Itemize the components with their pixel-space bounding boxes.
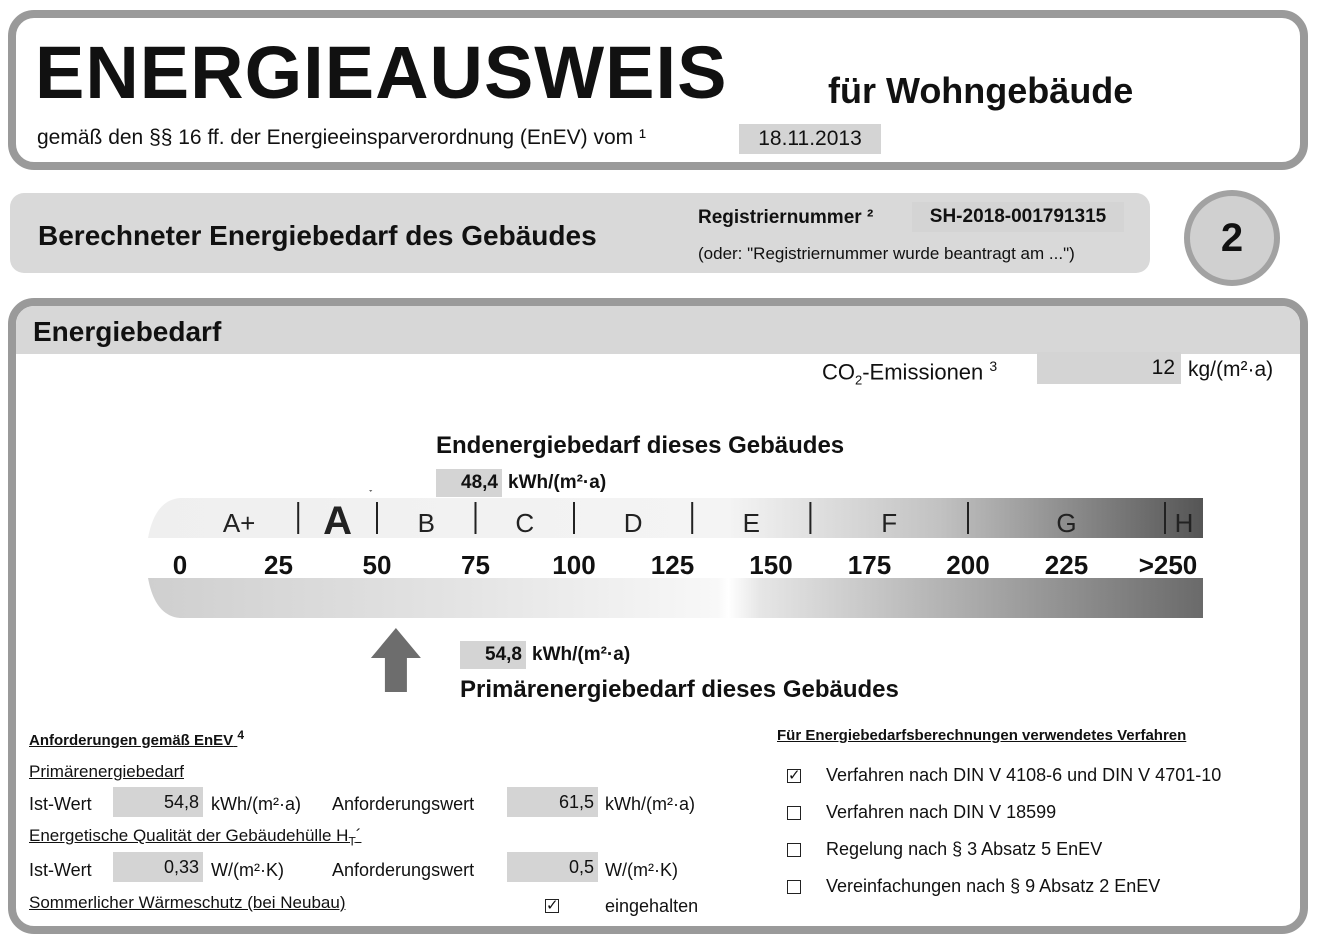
requirements-footnote: 4 xyxy=(237,728,245,742)
document-subtitle: für Wohngebäude xyxy=(828,70,1134,111)
primary-actual-field: 54,8 xyxy=(113,787,203,817)
scale-bottom-band xyxy=(148,578,1203,618)
summer-protection-label: Sommerlicher Wärmeschutz (bei Neubau) xyxy=(29,893,346,912)
procedure-checkbox-regelung[interactable] xyxy=(787,843,801,857)
page-number-badge: 2 xyxy=(1184,190,1280,286)
scale-tick-label: 200 xyxy=(946,550,990,580)
scale-tick-labels xyxy=(173,550,1198,580)
scale-class-c: C xyxy=(515,508,535,538)
envelope-actual-label: Ist-Wert xyxy=(29,860,92,880)
scale-tick-label: 75 xyxy=(461,550,490,580)
scale-tick-label: 175 xyxy=(847,550,892,580)
scale-tick-label: 50 xyxy=(362,550,392,580)
registration-number-field: SH-2018-001791315 xyxy=(912,202,1124,232)
scale-class-b: B xyxy=(417,508,435,538)
scale-class-h: H xyxy=(1174,508,1194,538)
procedure-checkbox-din18599[interactable] xyxy=(787,806,801,820)
envelope-requirement-unit: W/(m²·K) xyxy=(605,860,678,880)
scale-class-aplus: A+ xyxy=(222,508,256,538)
primary-actual-label: Ist-Wert xyxy=(29,794,92,814)
co2-unit: kg/(m²·a) xyxy=(1188,358,1274,381)
scale-tick-label: 100 xyxy=(552,550,596,580)
section-title: Berechneter Energiebedarf des Gebäudes xyxy=(38,220,597,251)
requirements-heading-text: Anforderungen gemäß EnEV xyxy=(29,732,234,749)
scale-top-band xyxy=(148,498,1203,538)
procedure-label-din4108: Verfahren nach DIN V 4108-6 und DIN V 4701-10 xyxy=(826,765,1222,785)
co2-label-suffix: -Emissionen xyxy=(862,359,984,385)
co2-label xyxy=(822,358,997,388)
envelope-actual-field: 0,33 xyxy=(113,852,203,882)
end-energy-title: Endenergiebedarf dieses Gebäudes xyxy=(436,432,845,459)
co2-value-field: 12 xyxy=(1037,352,1181,384)
primary-energy-value-field: 54,8 xyxy=(460,641,526,669)
envelope-quality-mark: ´ xyxy=(355,826,362,845)
envelope-quality-sub: T xyxy=(348,834,356,849)
scale-class-e: E xyxy=(742,508,760,538)
envelope-quality-text: Energetische Qualität der Gebäudehülle H xyxy=(29,826,349,845)
primary-requirement-unit: kWh/(m²·a) xyxy=(605,794,695,814)
envelope-requirement-field: 0,5 xyxy=(507,852,598,882)
primary-requirement-field: 61,5 xyxy=(507,787,598,817)
primary-energy-title: Primärenergiebedarf dieses Gebäudes xyxy=(460,676,899,703)
primary-energy-requirement-label: Primärenergiebedarf xyxy=(29,762,184,781)
procedure-label-regelung: Regelung nach § 3 Absatz 5 EnEV xyxy=(826,839,1103,859)
regulation-date-field: 18.11.2013 xyxy=(739,124,881,154)
envelope-quality-label xyxy=(29,826,361,848)
energy-title: Energiebedarf xyxy=(33,316,222,347)
scale-tick-label: 25 xyxy=(264,550,293,580)
envelope-requirement-label: Anforderungswert xyxy=(332,860,475,880)
scale-class-f: F xyxy=(881,508,898,538)
registration-note: (oder: "Registriernummer wurde beantragt am ...") xyxy=(698,244,1075,263)
regulation-text: gemäß den §§ 16 ff. der Energieeinsparverordnung (EnEV) vom ¹ xyxy=(37,126,646,149)
primary-actual-unit: kWh/(m²·a) xyxy=(211,794,301,814)
scale-tick-label: >250 xyxy=(1138,550,1198,580)
scale-class-g: G xyxy=(1056,508,1077,538)
scale-tick-label: 0 xyxy=(172,550,188,580)
primary-requirement-label: Anforderungswert xyxy=(332,794,475,814)
scale-tick-label: 125 xyxy=(650,550,695,580)
co2-label-prefix: CO xyxy=(822,359,855,385)
registration-label: Registriernummer ² xyxy=(698,207,874,228)
primary-energy-unit: kWh/(m²·a) xyxy=(532,644,631,665)
procedure-checkbox-vereinfachungen[interactable] xyxy=(787,880,801,894)
scale-class-a: A xyxy=(323,499,353,543)
co2-label-sub: 2 xyxy=(855,372,863,388)
primary-energy-arrow-up-icon xyxy=(371,628,421,692)
procedure-label-vereinfachungen: Vereinfachungen nach § 9 Absatz 2 EnEV xyxy=(826,876,1161,896)
envelope-actual-unit: W/(m²·K) xyxy=(211,860,284,880)
procedures-heading: Für Energiebedarfsberechnungen verwendetes Verfahren xyxy=(777,727,1187,744)
end-energy-value-field: 48,4 xyxy=(436,469,502,497)
summer-protection-checkbox[interactable]: ✓ xyxy=(546,897,559,914)
energy-scale xyxy=(140,490,1215,695)
procedure-checkbox-din4108[interactable]: ✓ xyxy=(788,767,801,784)
end-energy-arrow-down-icon xyxy=(346,490,396,492)
procedure-label-din18599: Verfahren nach DIN V 18599 xyxy=(826,802,1057,822)
scale-class-d: D xyxy=(623,508,643,538)
summer-protection-status: eingehalten xyxy=(605,896,699,916)
scale-tick-label: 150 xyxy=(749,550,793,580)
co2-footnote: 3 xyxy=(989,358,998,374)
scale-tick-label: 225 xyxy=(1044,550,1089,580)
document-title: ENERGIEAUSWEIS xyxy=(35,31,728,114)
requirements-heading xyxy=(29,728,244,749)
end-energy-unit: kWh/(m²·a) xyxy=(508,472,607,493)
